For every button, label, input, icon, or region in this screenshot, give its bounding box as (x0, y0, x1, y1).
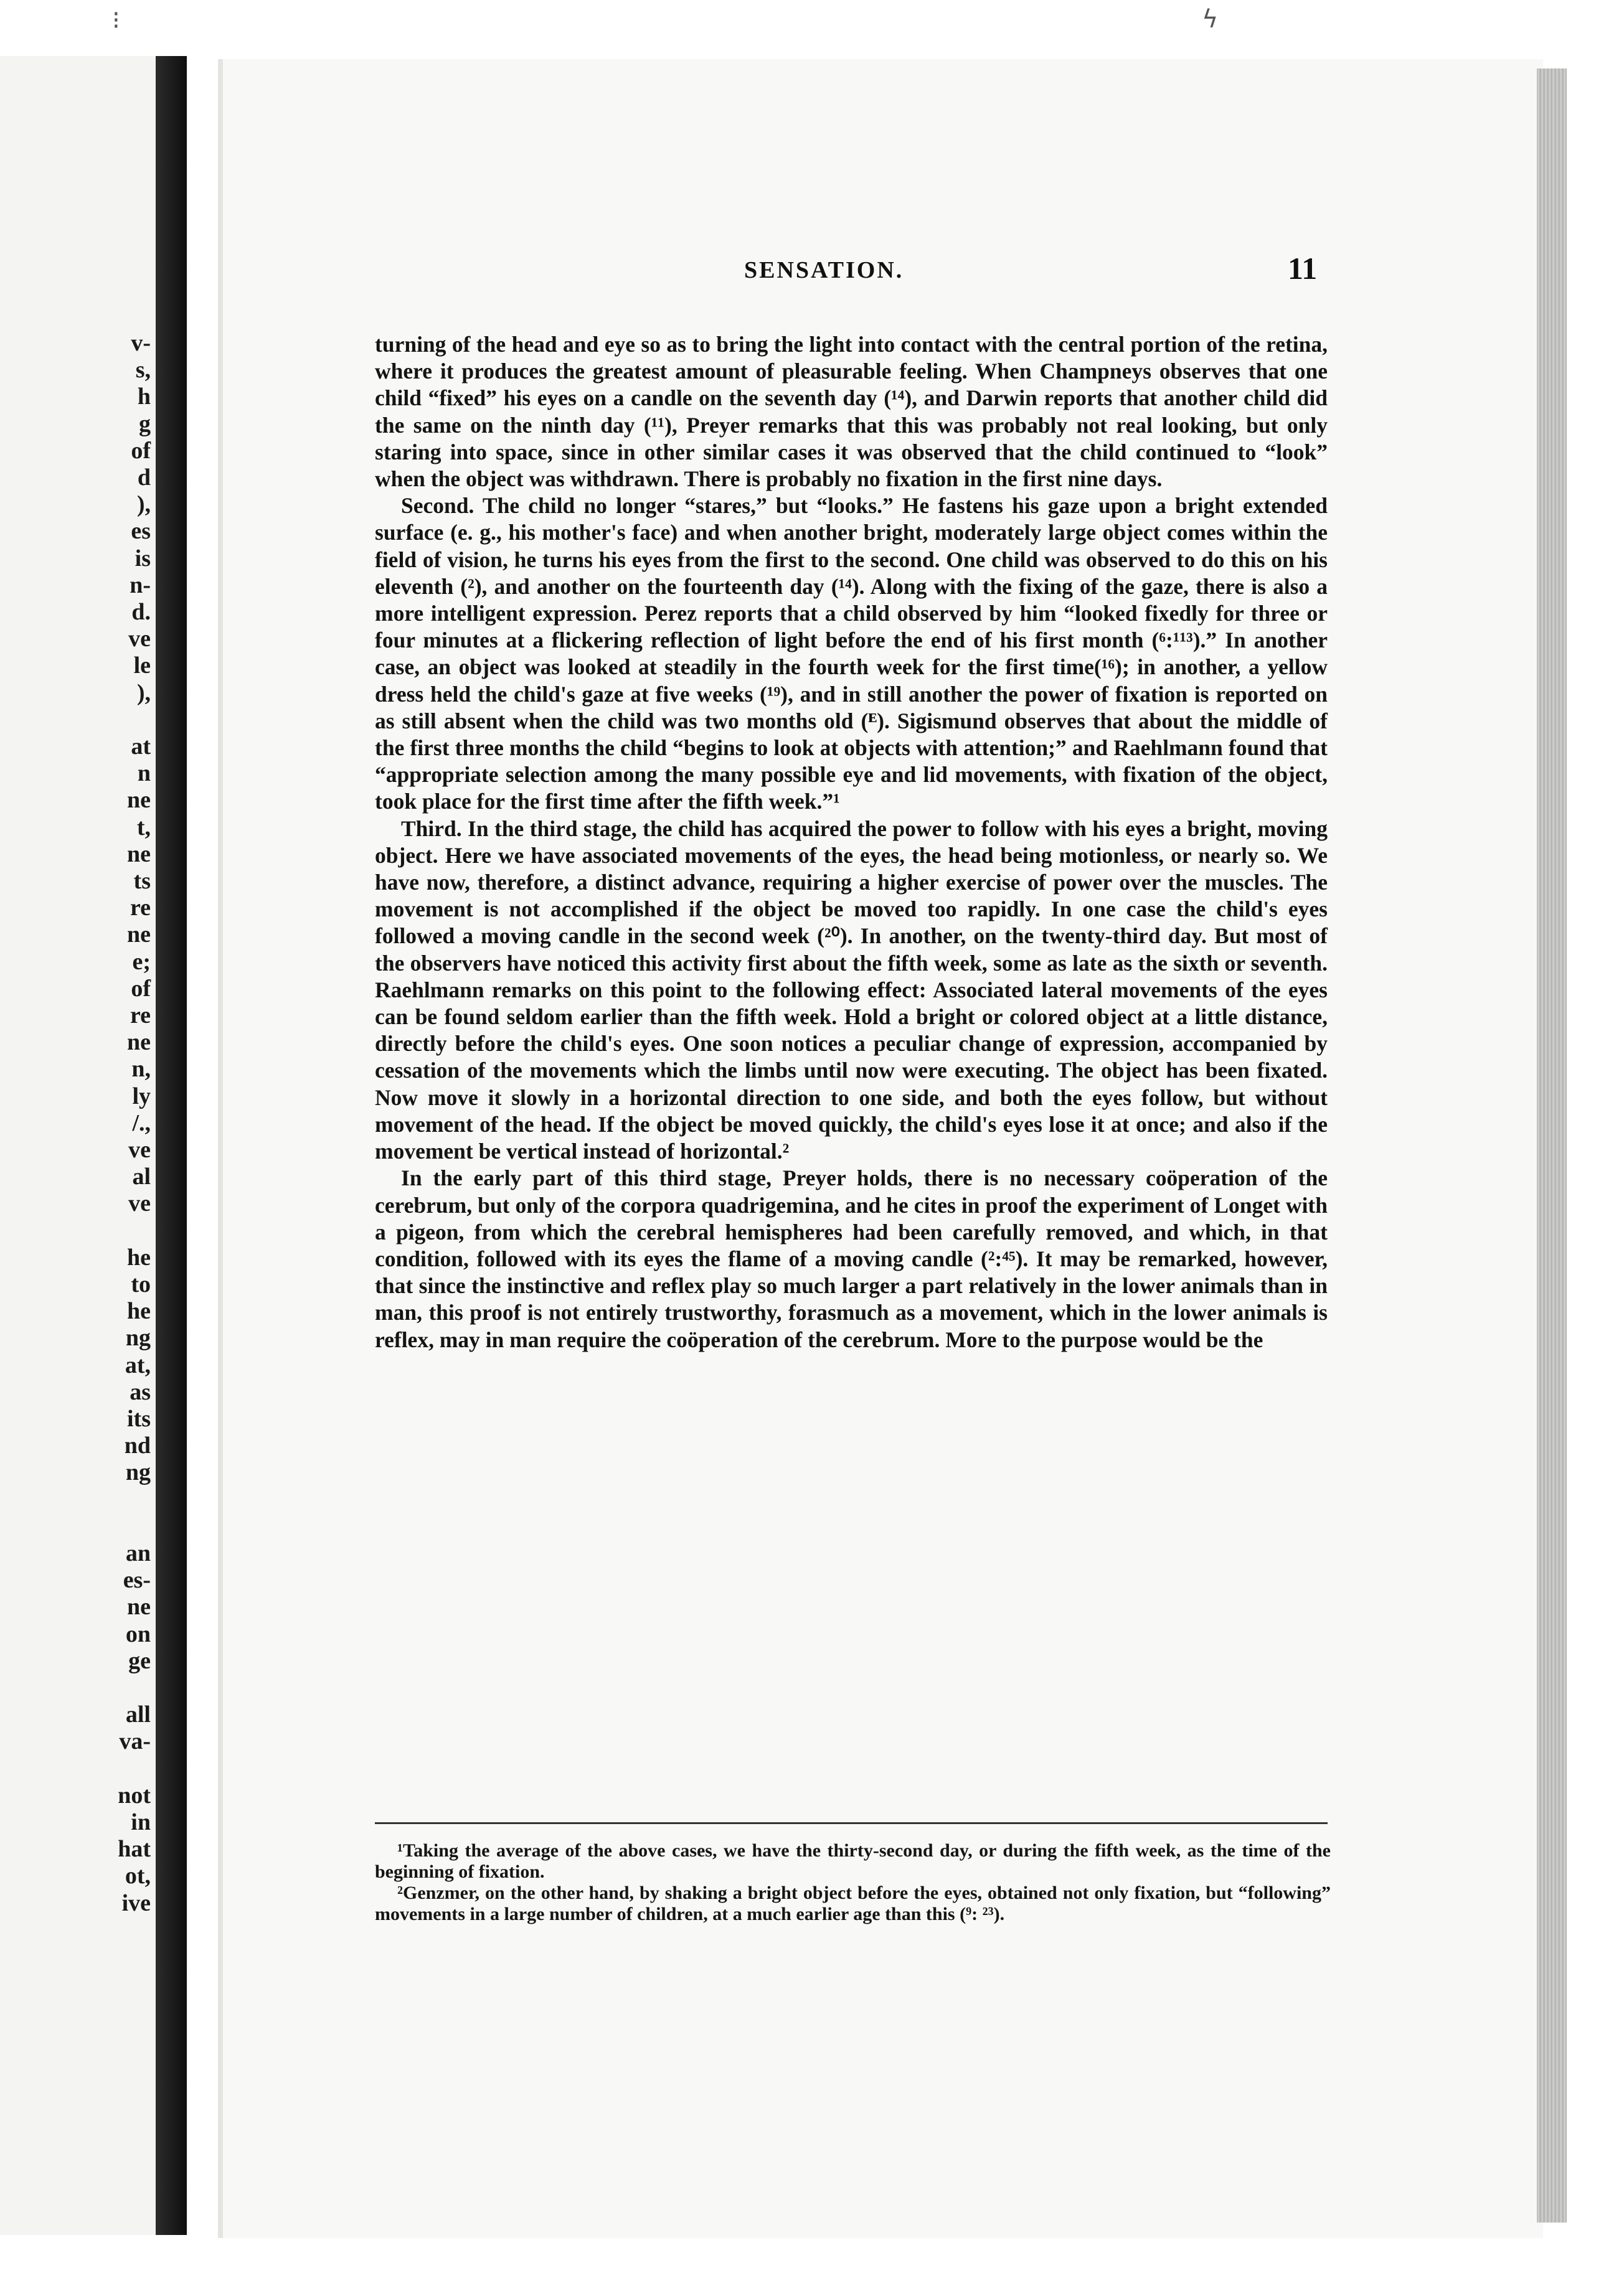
left-page-fragment: on (125, 1621, 151, 1647)
left-page-fragment: all (125, 1701, 151, 1728)
left-page-fragment: an (125, 1540, 151, 1566)
left-page-fragment: ne (127, 1594, 151, 1621)
scan-mark-icon: ⁝ (112, 6, 120, 35)
body-text (375, 331, 1328, 1353)
left-page-fragment: he (127, 1298, 151, 1325)
book-spine-shadow (156, 56, 187, 2235)
left-page-fragment: va- (119, 1728, 151, 1755)
left-page-fragment: v- (131, 330, 151, 356)
left-page-fragment: ne (127, 787, 151, 814)
left-page-fragment: al (132, 1164, 151, 1190)
left-page-fragment: ve (128, 1190, 151, 1217)
left-page-fragment: ve (128, 1137, 151, 1163)
left-page-fragment: e; (132, 948, 151, 975)
left-page-fragment: ng (125, 1459, 151, 1486)
left-page-fragment: es- (123, 1567, 151, 1594)
left-page-fragment: of (131, 975, 151, 1002)
left-page-fragment: to (131, 1271, 151, 1297)
left-page-fragment: n, (131, 1056, 151, 1083)
left-page-fragment: n- (130, 572, 151, 598)
left-page-fragment: ne (127, 840, 151, 867)
left-page-fragment: s, (135, 357, 151, 383)
left-page-fragment: ly (132, 1083, 151, 1109)
left-page-fragment: ot, (125, 1863, 151, 1889)
paragraph: Third. In the third stage, the child has acquired the power to follow with his eyes a bright, moving object. Here we have associated movements of the eyes, the head being motionless, or nearly so. We have now, therefore, a distinct advance, requiring a higher exercise of power over the muscles. The movement is not accomplished if the object be moved too rapidly. In one case the child's eyes followed a moving candle in the second week (²⁰). In another, on the twenty-third day. But most of the observers have noticed this activity first about the fifth week, some as late as the sixth or seventh. Raehlmann remarks on this point to the following effect: Associated lateral movements of the eyes can be found seldom earlier than the fifth week. Hold a bright or colored object at a little distance, directly before the child's eyes. One soon notices a peculiar change of expression, accompanied by cessation of the movements which the limbs until now were executing. The object has been fixated. Now move it slowly in a horizontal direction to one side, and both the eyes follow, but without movement of the head. If the object be moved quickly, the child's eyes lose it at once; and also if the movement be vertical instead of horizontal.² (375, 816, 1328, 1164)
left-page-fragment: ive (121, 1889, 151, 1916)
left-page-fragment: of (131, 437, 151, 464)
left-page-fragment: /., (132, 1109, 151, 1136)
left-page-fragment: at, (125, 1352, 151, 1378)
left-page-fragment: hat (118, 1836, 151, 1863)
left-page-fragment: ts (133, 868, 151, 894)
left-page-fragment: ge (128, 1647, 151, 1674)
left-page-fragment: t, (136, 814, 151, 840)
left-page-fragment: h (137, 383, 151, 410)
paragraph: In the early part of this third stage, Preyer holds, there is no necessary coöperation of the cerebrum, but only of the corpora quadrigemina, and he cites in proof the experiment of Longet with a pigeon, from which the cerebral hemispheres had been carefully removed, and which, in that condition, followed with its eyes the flame of a moving candle (²:⁴⁵). It may be remarked, however, that since the instinctive and reflex play so much larger a part relatively in the lower animals than in man, this proof is not entirely trustworthy, forasmuch as a movement, which in the lower animals is reflex, may in man require the coöperation of the cerebrum. More to the purpose would be the (375, 1165, 1328, 1352)
page-stack-edge (1537, 68, 1567, 2223)
left-page-fragment: re (130, 895, 151, 921)
footnote-divider (375, 1822, 1328, 1824)
left-page-fragment: is (135, 545, 151, 572)
paragraph: turning of the head and eye so as to bring the light into contact with the central portion of the retina, where it produces the greatest amount of pleasurable feeling. When Champneys observes that one child “fixed” his eyes on a candle on the seventh day (¹⁴), and Darwin reports that another child did the same on the ninth day (¹¹), Preyer remarks that this was probably not real looking, but only staring into space, since in other similar cases it was observed that the child continued to “look” when the object was withdrawn. There is probably no fixation in the first nine days. (375, 332, 1328, 492)
left-page-fragment: g (139, 410, 151, 437)
left-page-fragment: ng (125, 1325, 151, 1352)
left-page-fragment: nd (124, 1433, 151, 1459)
footnote: ²Genzmer, on the other hand, by shaking a bright object before the eyes, obtained not only fixation, but “following” movements in a large number of children, at a much earlier age than this (⁹: ²³). (375, 1883, 1331, 1924)
page-number: 11 (1288, 251, 1318, 286)
left-page-fragment: ), (136, 679, 151, 706)
left-page-fragment: as (130, 1378, 151, 1405)
left-page-fragment: its (127, 1406, 151, 1432)
paragraph: Second. The child no longer “stares,” but “looks.” He fastens his gaze upon a bright extended surface (e. g., his mother's face) and when another bright, moderately large object comes within the field of vision, he turns his eyes from the first to the second. One child was observed to do this on his eleventh (²), and another on the fourteenth day (¹⁴). Along with the fixing of the gaze, there is also a more intelligent expression. Perez reports that a child observed by him “looked fixedly for three or four minutes at a flickering reflection of light before the end of his first month (⁶:¹¹³).” In another case, an object was looked at steadily in the fourth week for the first time(¹⁶); in another, a yellow dress held the child's gaze at five weeks (¹⁹), and in still another the power of fixation is reported on as still absent when the child was two months old (ᴱ). Sigismund observes that about the middle of the first three months the child “begins to look at objects with attention;” and Raehlmann found that “appropriate selection among the many possible eye and lid movements, with fixation of the object, took place for the first time after the fifth week.”¹ (375, 493, 1328, 814)
left-page-fragment: at (131, 733, 151, 760)
running-header: SENSATION. (744, 257, 904, 283)
left-page-fragment: re (130, 1002, 151, 1028)
left-page-fragment: le (133, 652, 151, 679)
left-page-fragment: ), (136, 491, 151, 518)
footnotes (375, 1840, 1331, 1925)
left-page-fragment: d (137, 464, 151, 491)
left-page-fragment: ve (128, 626, 151, 652)
left-page-fragment: es (131, 518, 151, 545)
left-page-fragment: ne (127, 921, 151, 948)
left-page-fragment: he (127, 1244, 151, 1271)
left-page-fragment: in (131, 1809, 151, 1835)
scan-mark-icon: ϟ (1202, 5, 1219, 34)
left-page-fragment: ne (127, 1029, 151, 1056)
footnote: ¹Taking the average of the above cases, we have the thirty-second day, or during the fifth week, as the time of the beginning of fixation. (375, 1840, 1331, 1882)
left-page-fragment: not (118, 1782, 151, 1809)
left-page-edge (0, 56, 187, 2235)
left-page-fragment: n (137, 760, 151, 787)
left-page-fragment: d. (131, 599, 151, 625)
